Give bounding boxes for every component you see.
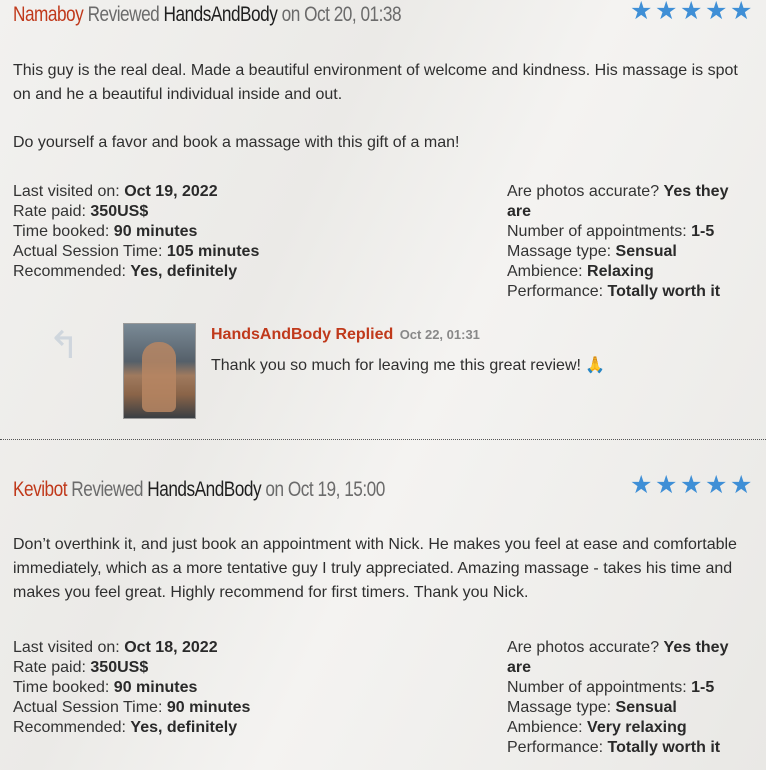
- visit-details: [13, 638, 413, 738]
- reply-date: Oct 22, 01:31: [399, 327, 480, 342]
- detail-row: Ambience: Very relaxing: [507, 719, 687, 736]
- review-date: Oct 20, 01:38: [304, 3, 402, 26]
- reply-author: HandsAndBody Replied: [211, 326, 394, 343]
- detail-row: Time booked: 90 minutes: [13, 679, 198, 696]
- experience-details: [507, 638, 747, 758]
- star-icon: ★: [630, 470, 653, 499]
- detail-row: Last visited on: Oct 18, 2022: [13, 639, 218, 656]
- visit-details: [13, 182, 413, 282]
- detail-row: Number of appointments: 1-5: [507, 223, 715, 240]
- on-word: on: [281, 3, 300, 26]
- star-icon: ★: [705, 470, 728, 499]
- detail-row: Number of appointments: 1-5: [507, 679, 715, 696]
- detail-row: Last visited on: Oct 19, 2022: [13, 183, 218, 200]
- detail-row: Rate paid: 350US$: [13, 659, 149, 676]
- reply-text: Thank you so much for leaving me this great review! 🙏: [211, 357, 606, 374]
- review-body: [13, 59, 753, 179]
- detail-row: Rate paid: 350US$: [13, 203, 149, 220]
- star-rating: [630, 0, 753, 25]
- review-header: [13, 478, 385, 502]
- detail-row: Are photos accurate? Yes they are: [507, 639, 729, 676]
- detail-row: Performance: Totally worth it: [507, 739, 721, 756]
- reviewed-provider[interactable]: HandsAndBody: [163, 3, 278, 26]
- star-icon: ★: [630, 0, 653, 25]
- star-icon: ★: [655, 0, 678, 25]
- star-icon: ★: [655, 470, 678, 499]
- reviewed-word: Reviewed: [71, 478, 143, 501]
- on-word: on: [265, 478, 284, 501]
- detail-row: Recommended: Yes, definitely: [13, 719, 238, 736]
- experience-details: [507, 182, 747, 302]
- detail-row: Are photos accurate? Yes they are: [507, 183, 729, 220]
- detail-row: Actual Session Time: 105 minutes: [13, 243, 260, 260]
- star-icon: ★: [680, 470, 703, 499]
- detail-row: Massage type: Sensual: [507, 699, 677, 716]
- reviewer-name[interactable]: Kevibot: [13, 478, 68, 501]
- review-paragraph: Do yourself a favor and book a massage with this gift of a man!: [13, 134, 460, 151]
- reviewer-name[interactable]: Namaboy: [13, 3, 84, 26]
- star-rating: [630, 470, 753, 499]
- reply-header: [211, 326, 480, 344]
- star-icon: ★: [730, 0, 753, 25]
- reviewed-provider[interactable]: HandsAndBody: [147, 478, 262, 501]
- reviewed-word: Reviewed: [87, 3, 160, 26]
- star-icon: ★: [680, 0, 703, 25]
- review-body: [13, 533, 753, 629]
- star-icon: ★: [730, 470, 753, 499]
- detail-row: Performance: Totally worth it: [507, 283, 721, 300]
- detail-row: Time booked: 90 minutes: [13, 223, 198, 240]
- reply-arrow-icon: ↰: [48, 323, 80, 367]
- review-paragraph: Don’t overthink it, and just book an appointment with Nick. He makes you feel at ease and comfortable immediately, which as a more tentative guy I truly appreciated. Amazing massage - takes his time and makes you feel great. Highly recommend for first timers. Thank you Nick.: [13, 536, 737, 601]
- detail-row: Ambience: Relaxing: [507, 263, 654, 280]
- star-icon: ★: [705, 0, 728, 25]
- detail-row: Recommended: Yes, definitely: [13, 263, 238, 280]
- review-paragraph: This guy is the real deal. Made a beautiful environment of welcome and kindness. His massage is spot on and he a beautiful individual inside and out.: [13, 62, 738, 103]
- review-divider: [0, 439, 766, 440]
- detail-row: Actual Session Time: 90 minutes: [13, 699, 251, 716]
- review-header: [13, 3, 401, 27]
- detail-row: Massage type: Sensual: [507, 243, 677, 260]
- provider-avatar[interactable]: [123, 323, 196, 419]
- review-date: Oct 19, 15:00: [287, 478, 385, 501]
